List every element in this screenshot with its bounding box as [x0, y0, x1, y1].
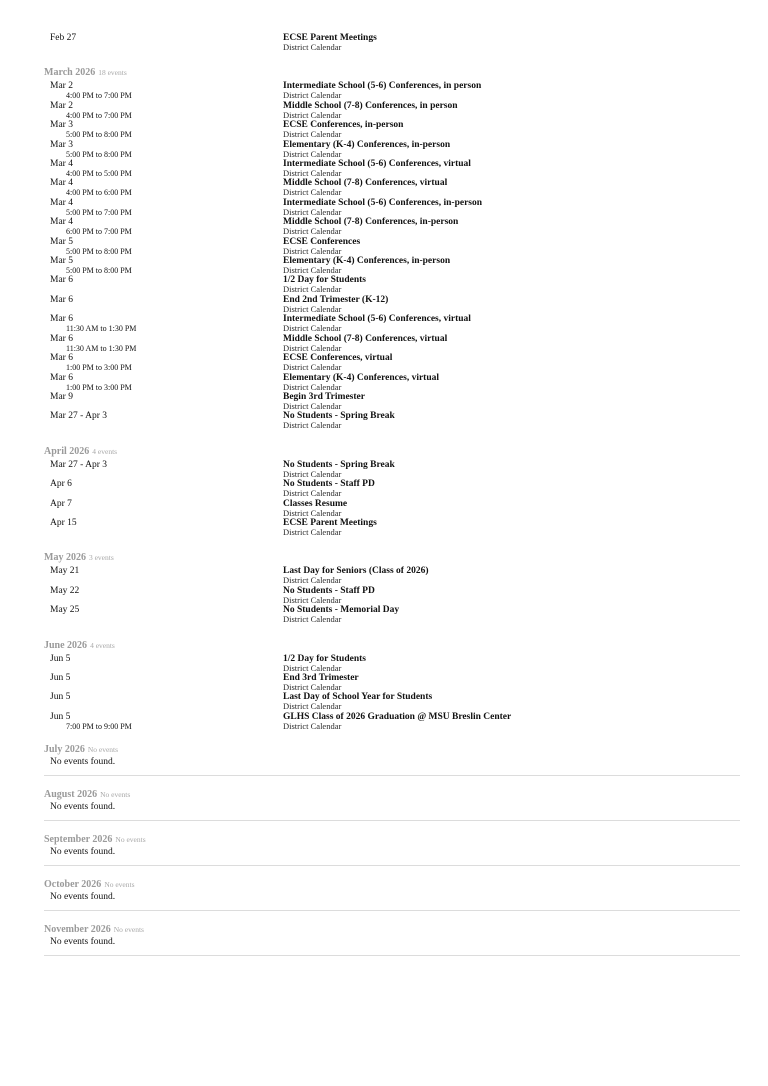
month-section-november-2026 — [44, 922, 740, 956]
month-event-count: No events — [100, 790, 131, 800]
event-title-link[interactable]: No Students - Staff PD — [283, 585, 375, 596]
event-row — [50, 673, 740, 692]
event-title-link[interactable]: Intermediate School (5-6) Conferences, virtual — [283, 314, 471, 325]
event-date: Jun 5 — [50, 672, 71, 683]
event-row — [50, 479, 740, 498]
month-event-count: 4 events — [90, 640, 115, 650]
no-events-message: No events found. — [50, 847, 116, 858]
event-row — [50, 586, 740, 605]
event-details-cell — [283, 159, 740, 178]
month-event-count: No events — [87, 745, 119, 755]
event-date: May 25 — [50, 605, 80, 616]
event-title-link[interactable]: Last Day for Seniors (Class of 2026) — [283, 566, 429, 577]
month-event-count: No events — [104, 880, 135, 890]
event-calendar-label: District Calendar — [283, 245, 342, 256]
event-date-cell — [50, 314, 283, 333]
event-title-link[interactable]: 1/2 Day for Students — [283, 653, 366, 664]
event-time: 4:00 PM to 7:00 PM — [66, 91, 132, 101]
no-events-message: No events found. — [50, 937, 116, 948]
event-title-link[interactable]: No Students - Spring Break — [283, 411, 395, 422]
event-time: 11:30 AM to 1:30 PM — [66, 324, 137, 334]
no-events-message: No events found. — [50, 757, 116, 768]
event-details-cell — [283, 586, 740, 605]
event-details-cell — [283, 140, 740, 159]
event-time: 5:00 PM to 8:00 PM — [66, 149, 132, 159]
month-name: July 2026 — [44, 744, 85, 756]
event-date-cell — [50, 81, 283, 100]
event-calendar-label: District Calendar — [283, 488, 342, 499]
event-date: Jun 5 — [50, 692, 71, 703]
month-name: August 2026 — [44, 789, 98, 801]
month-event-count: 3 events — [88, 553, 114, 563]
event-calendar-label: District Calendar — [283, 468, 342, 479]
event-title-link[interactable]: ECSE Parent Meetings — [283, 517, 377, 528]
event-calendar-label: District Calendar — [283, 614, 342, 625]
event-details-cell — [283, 692, 740, 711]
event-details-cell — [283, 81, 740, 100]
month-header-august-2026 — [44, 787, 740, 800]
event-calendar-label: District Calendar — [283, 420, 342, 431]
event-date: Jun 5 — [50, 711, 71, 722]
event-date: Mar 2 — [50, 100, 73, 111]
event-date-cell — [50, 237, 283, 256]
event-title-link[interactable]: Last Day of School Year for Students — [283, 692, 433, 703]
month-header-april-2026 — [44, 444, 740, 457]
event-date-cell — [50, 518, 283, 537]
event-title-link[interactable]: ECSE Conferences — [283, 236, 361, 247]
event-details-cell — [283, 411, 740, 430]
event-date: May 22 — [50, 585, 80, 596]
event-calendar-label: District Calendar — [283, 42, 342, 52]
event-title-link[interactable]: Middle School (7-8) Conferences, in person — [283, 100, 458, 111]
event-title-link[interactable]: Elementary (K-4) Conferences, in-person — [283, 256, 451, 267]
event-details-cell — [283, 101, 740, 120]
event-date-cell — [50, 33, 283, 52]
month-event-count: No events — [113, 925, 144, 935]
event-row — [50, 217, 740, 236]
event-time: 1:00 PM to 3:00 PM — [66, 363, 132, 373]
event-date: Mar 6 — [50, 353, 73, 364]
event-row — [50, 140, 740, 159]
event-title-link[interactable]: 1/2 Day for Students — [283, 275, 366, 286]
month-header-may-2026 — [44, 550, 740, 563]
event-calendar-label: District Calendar — [283, 90, 342, 101]
month-event-count: 18 events — [98, 68, 127, 78]
event-details-cell — [283, 275, 740, 294]
month-section-june-2026 — [44, 638, 740, 732]
event-title-link[interactable]: Intermediate School (5-6) Conferences, in person — [283, 81, 482, 92]
event-date: Mar 6 — [50, 333, 73, 344]
event-details-cell — [283, 712, 740, 731]
event-date: Mar 6 — [50, 294, 73, 305]
month-section-july-2026 — [44, 742, 740, 776]
month-section-partial-top — [44, 33, 740, 52]
event-date-cell — [50, 586, 283, 605]
event-row — [50, 692, 740, 711]
event-details-cell — [283, 353, 740, 372]
event-date-cell — [50, 295, 283, 314]
event-row — [50, 178, 740, 197]
event-row — [50, 101, 740, 120]
event-calendar-label: District Calendar — [283, 507, 342, 518]
event-calendar-label: District Calendar — [283, 720, 342, 731]
event-row — [50, 33, 740, 52]
event-row — [50, 120, 740, 139]
event-date-cell — [50, 140, 283, 159]
event-date-cell — [50, 353, 283, 372]
event-details-cell — [283, 256, 740, 275]
no-events-message: No events found. — [50, 892, 116, 903]
event-date: Mar 6 — [50, 275, 73, 286]
event-title-link[interactable]: Classes Resume — [283, 498, 348, 509]
event-details-cell — [283, 178, 740, 197]
event-date-cell — [50, 334, 283, 353]
event-date-cell — [50, 373, 283, 392]
event-date-cell — [50, 654, 283, 673]
event-date: Mar 6 — [50, 372, 73, 383]
event-row — [50, 353, 740, 372]
event-calendar-label: District Calendar — [283, 284, 342, 295]
event-details-cell — [283, 334, 740, 353]
event-title-link[interactable]: Elementary (K-4) Conferences, in-person — [283, 139, 451, 150]
event-date-cell — [50, 217, 283, 236]
event-row — [50, 605, 740, 624]
event-date: Mar 3 — [50, 139, 73, 150]
event-row — [50, 275, 740, 294]
event-calendar-label: District Calendar — [283, 575, 342, 586]
event-calendar-label: District Calendar — [283, 594, 342, 605]
event-row — [50, 373, 740, 392]
event-date-cell — [50, 566, 283, 585]
event-title-link[interactable]: Begin 3rd Trimester — [283, 391, 365, 402]
event-calendar-label: District Calendar — [283, 168, 342, 179]
month-header-march-2026 — [44, 65, 740, 78]
event-row — [50, 566, 740, 585]
event-calendar-label: District Calendar — [283, 323, 342, 334]
event-row — [50, 314, 740, 333]
event-date: Mar 6 — [50, 314, 73, 325]
event-date: Mar 2 — [50, 81, 73, 92]
month-name: May 2026 — [44, 552, 86, 564]
event-details-cell — [283, 314, 740, 333]
event-time: 5:00 PM to 8:00 PM — [66, 246, 132, 256]
event-row — [50, 499, 740, 518]
event-date-cell — [50, 673, 283, 692]
event-date-cell — [50, 101, 283, 120]
event-date-cell — [50, 159, 283, 178]
event-calendar-label: District Calendar — [283, 526, 342, 537]
month-name: June 2026 — [44, 639, 88, 651]
event-date-cell — [50, 256, 283, 275]
event-row — [50, 198, 740, 217]
event-row — [50, 295, 740, 314]
event-date: Mar 27 - Apr 3 — [50, 411, 107, 422]
event-time: 7:00 PM to 9:00 PM — [66, 721, 132, 731]
event-date: Apr 6 — [50, 479, 72, 490]
event-title-link[interactable]: Elementary (K-4) Conferences, virtual — [283, 372, 440, 383]
event-details-cell — [283, 673, 740, 692]
event-calendar-label: District Calendar — [283, 187, 342, 198]
event-date: Mar 5 — [50, 236, 73, 247]
event-date-cell — [50, 178, 283, 197]
month-header-july-2026 — [44, 742, 740, 755]
event-calendar-label: District Calendar — [283, 681, 342, 692]
event-time: 5:00 PM to 8:00 PM — [66, 130, 132, 140]
event-time: 6:00 PM to 7:00 PM — [66, 227, 132, 237]
event-title-link[interactable]: No Students - Spring Break — [283, 459, 395, 470]
event-calendar-label: District Calendar — [283, 129, 342, 140]
event-details-cell — [283, 33, 740, 52]
event-time: 4:00 PM to 7:00 PM — [66, 110, 132, 120]
event-details-cell — [283, 295, 740, 314]
month-section-april-2026 — [44, 444, 740, 538]
event-time: 11:30 AM to 1:30 PM — [66, 343, 137, 353]
event-details-cell — [283, 605, 740, 624]
event-row — [50, 237, 740, 256]
event-row — [50, 654, 740, 673]
month-header-june-2026 — [44, 638, 740, 651]
event-details-cell — [283, 654, 740, 673]
event-date: Mar 27 - Apr 3 — [50, 459, 107, 470]
event-title-link[interactable]: GLHS Class of 2026 Graduation @ MSU Breslin Center — [283, 711, 512, 722]
event-details-cell — [283, 373, 740, 392]
event-title-link[interactable]: No Students - Memorial Day — [283, 605, 400, 616]
event-title-link[interactable]: Middle School (7-8) Conferences, virtual — [283, 333, 448, 344]
event-time: 5:00 PM to 7:00 PM — [66, 207, 132, 217]
event-details-cell — [283, 237, 740, 256]
event-time: 4:00 PM to 5:00 PM — [66, 169, 132, 179]
event-date-cell — [50, 120, 283, 139]
event-date-cell — [50, 411, 283, 430]
event-calendar-label: District Calendar — [283, 662, 342, 673]
event-details-cell — [283, 460, 740, 479]
event-date: Apr 15 — [50, 517, 77, 528]
event-row — [50, 518, 740, 537]
event-row — [50, 256, 740, 275]
event-date: Mar 4 — [50, 197, 73, 208]
event-date: Mar 9 — [50, 391, 73, 402]
month-name: October 2026 — [44, 879, 102, 891]
event-calendar-label: District Calendar — [283, 362, 342, 373]
event-title-link[interactable]: Middle School (7-8) Conferences, in-person — [283, 217, 459, 228]
event-row — [50, 334, 740, 353]
event-date: May 21 — [50, 566, 80, 577]
event-date-cell — [50, 712, 283, 731]
month-header-september-2026 — [44, 832, 740, 845]
no-events-message: No events found. — [50, 802, 116, 813]
month-section-august-2026 — [44, 787, 740, 821]
month-section-may-2026 — [44, 550, 740, 624]
event-details-cell — [283, 566, 740, 585]
event-row — [50, 159, 740, 178]
month-header-november-2026 — [44, 922, 740, 935]
event-title-link[interactable]: Middle School (7-8) Conferences, virtual — [283, 178, 448, 189]
event-calendar-label: District Calendar — [283, 342, 342, 353]
month-event-count: No events — [115, 835, 146, 845]
event-details-cell — [283, 392, 740, 411]
month-event-count: 4 events — [92, 446, 118, 456]
event-title-link[interactable]: No Students - Staff PD — [283, 479, 375, 490]
event-date-cell — [50, 605, 283, 624]
month-name: April 2026 — [44, 445, 90, 457]
event-calendar-label: District Calendar — [283, 303, 342, 314]
event-title-link[interactable]: End 2nd Trimester (K-12) — [283, 294, 389, 305]
event-date: Mar 5 — [50, 256, 73, 267]
month-section-october-2026 — [44, 877, 740, 911]
event-calendar-label: District Calendar — [283, 109, 342, 120]
event-time: 1:00 PM to 3:00 PM — [66, 382, 132, 392]
event-calendar-label: District Calendar — [283, 381, 342, 392]
event-time: 4:00 PM to 6:00 PM — [66, 188, 132, 198]
month-section-march-2026 — [44, 65, 740, 430]
event-row — [50, 712, 740, 731]
event-calendar-label: District Calendar — [283, 206, 342, 217]
event-title-link[interactable]: End 3rd Trimester — [283, 672, 359, 683]
event-title-link[interactable]: ECSE Conferences, virtual — [283, 353, 393, 364]
month-name: March 2026 — [44, 67, 96, 79]
event-details-cell — [283, 120, 740, 139]
month-section-september-2026 — [44, 832, 740, 866]
event-date: Mar 3 — [50, 120, 73, 131]
event-details-cell — [283, 198, 740, 217]
event-date: Jun 5 — [50, 653, 71, 664]
event-details-cell — [283, 479, 740, 498]
event-title-link[interactable]: ECSE Parent Meetings — [283, 33, 377, 43]
event-calendar-label: District Calendar — [283, 226, 342, 237]
event-row — [50, 460, 740, 479]
event-calendar-label: District Calendar — [283, 265, 342, 276]
event-date: Feb 27 — [50, 33, 77, 43]
event-title-link[interactable]: Intermediate School (5-6) Conferences, virtual — [283, 159, 471, 170]
event-time: 5:00 PM to 8:00 PM — [66, 266, 132, 276]
event-details-cell — [283, 518, 740, 537]
event-row — [50, 411, 740, 430]
month-name: September 2026 — [44, 834, 113, 846]
event-date-cell — [50, 479, 283, 498]
event-date-cell — [50, 198, 283, 217]
month-name: November 2026 — [44, 924, 111, 936]
event-details-cell — [283, 499, 740, 518]
event-calendar-label: District Calendar — [283, 400, 342, 411]
event-row — [50, 392, 740, 411]
month-header-october-2026 — [44, 877, 740, 890]
event-date-cell — [50, 392, 283, 411]
event-date: Apr 7 — [50, 498, 72, 509]
event-date-cell — [50, 275, 283, 294]
event-date: Mar 4 — [50, 178, 73, 189]
event-date-cell — [50, 460, 283, 479]
event-calendar-label: District Calendar — [283, 701, 342, 712]
event-row — [50, 81, 740, 100]
event-title-link[interactable]: Intermediate School (5-6) Conferences, in-person — [283, 197, 483, 208]
event-date: Mar 4 — [50, 159, 73, 170]
event-calendar-label: District Calendar — [283, 148, 342, 159]
event-date-cell — [50, 499, 283, 518]
event-date-cell — [50, 692, 283, 711]
event-title-link[interactable]: ECSE Conferences, in-person — [283, 120, 404, 131]
event-details-cell — [283, 217, 740, 236]
event-date: Mar 4 — [50, 217, 73, 228]
